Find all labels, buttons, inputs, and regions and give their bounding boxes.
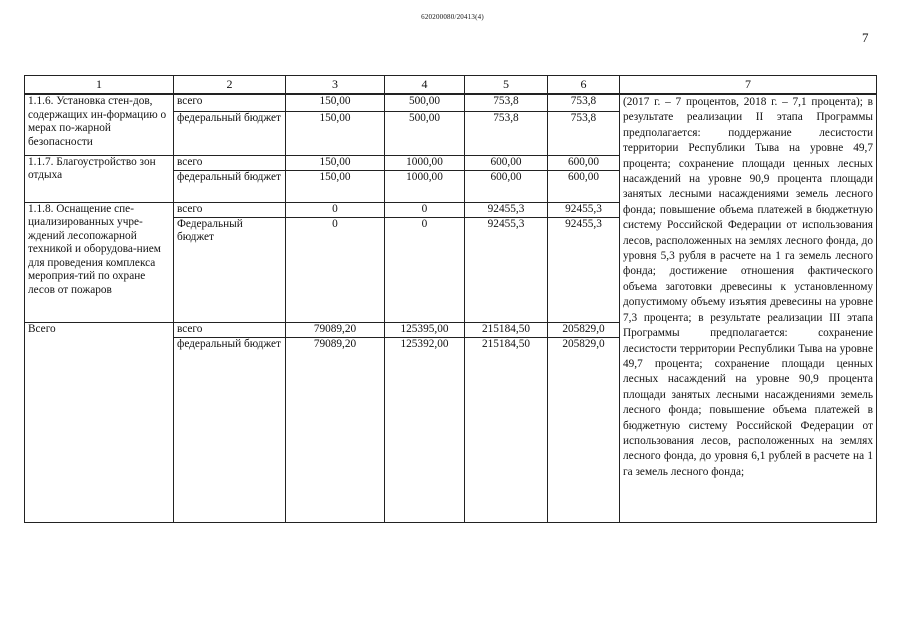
value-col-3: 150,00 [286,155,385,170]
expected-results-text: (2017 г. – 7 процентов, 2018 г. – 7,1 процента); в результате реализации II этапа Программы предполагается: поддержание лесистости территории Республики Тыва на уровне 49,7 процента; сохранение площади ценных лесных насаждений на уровне 90,9 процента площади занятых лесными насаждениями земель лесного фонда; повышение объема платежей в бюджетную систему Российской Федерации от использования лесов, расположенных на землях лесного фонда, до уровня 5,3 рубля в расчете на 1 га земель лесного фонда; достижение отношения фактического объема заготовки древесины к установленному допустимому объему изъятия древесины на уровне 7,3 процента; в результате реализации III этапа Программы предполагается: сохранение лесистости территории Республики Тыва на уровне 49,7 процента; сохранение площади ценных лесных насаждений на уровне 90,9 процента площади занятых лесными насаждениями земель лесного фонда; повышение объема платежей в бюджетную систему Российской Федерации от использования лесов, расположенных на землях лесного фонда, до уровня 6,1 рублей в расчете на 1 га земель лесного фонда; [620,94,877,522]
measure-title: 1.1.8. Оснащение спе-циализированных учре-ждений лесопожарной техникой и оборудова-нием для проведения комплекса мероприя-тий по охране лесов от пожаров [25,202,174,322]
header-col-6: 6 [548,76,620,95]
value-col-3: 0 [286,217,385,322]
value-col-4: 0 [385,202,465,217]
funding-source: федеральный бюджет [174,170,286,202]
value-col-5: 92455,3 [465,217,548,322]
funding-source: всего [174,94,286,111]
value-col-3: 0 [286,202,385,217]
header-col-2: 2 [174,76,286,95]
value-col-5: 753,8 [465,94,548,111]
value-col-5: 215184,50 [465,337,548,522]
value-col-5: 600,00 [465,155,548,170]
value-col-6: 753,8 [548,111,620,155]
value-col-4: 500,00 [385,111,465,155]
total-title: Всего [25,322,174,522]
value-col-3: 150,00 [286,111,385,155]
value-col-5: 600,00 [465,170,548,202]
value-col-6: 205829,0 [548,337,620,522]
funding-source: федеральный бюджет [174,111,286,155]
value-col-6: 92455,3 [548,217,620,322]
value-col-3: 79089,20 [286,322,385,337]
funding-source: федеральный бюджет [174,337,286,522]
value-col-3: 150,00 [286,94,385,111]
value-col-5: 753,8 [465,111,548,155]
document-code: 620200080/20413(4) [421,13,484,21]
value-col-6: 600,00 [548,155,620,170]
value-col-5: 215184,50 [465,322,548,337]
value-col-6: 600,00 [548,170,620,202]
value-col-3: 79089,20 [286,337,385,522]
measure-title: 1.1.6. Установка стен-дов, содержащих ин-формацию о мерах по-жарной безопасности [25,94,174,155]
value-col-6: 92455,3 [548,202,620,217]
value-col-4: 125392,00 [385,337,465,522]
header-col-7: 7 [620,76,877,95]
table-row [25,94,877,111]
header-col-5: 5 [465,76,548,95]
header-col-1: 1 [25,76,174,95]
header-col-4: 4 [385,76,465,95]
value-col-4: 1000,00 [385,170,465,202]
budget-table [24,75,877,523]
value-col-4: 0 [385,217,465,322]
funding-source: всего [174,322,286,337]
value-col-4: 500,00 [385,94,465,111]
measure-title: 1.1.7. Благоустройство зон отдыха [25,155,174,202]
value-col-6: 753,8 [548,94,620,111]
table-header-row [25,76,877,95]
header-col-3: 3 [286,76,385,95]
funding-source: Федеральный бюджет [174,217,286,322]
page-number: 7 [862,30,869,45]
value-col-3: 150,00 [286,170,385,202]
funding-source: всего [174,202,286,217]
value-col-6: 205829,0 [548,322,620,337]
value-col-4: 125395,00 [385,322,465,337]
value-col-4: 1000,00 [385,155,465,170]
funding-source: всего [174,155,286,170]
value-col-5: 92455,3 [465,202,548,217]
